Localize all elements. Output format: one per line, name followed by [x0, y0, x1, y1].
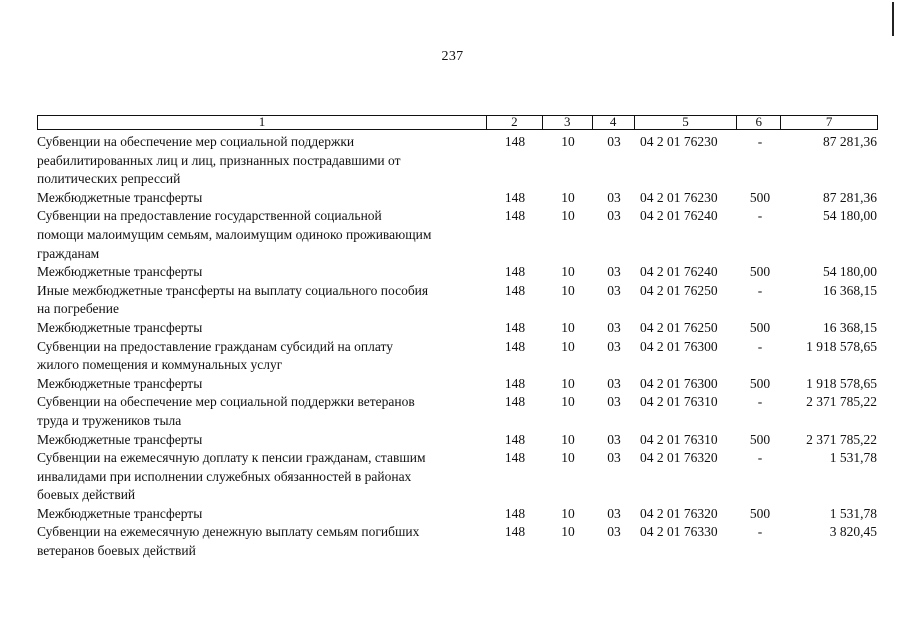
edge-mark: [892, 2, 894, 36]
row-admin-code: 148: [504, 208, 526, 224]
row-name-line: Межбюджетные трансферты: [37, 375, 203, 391]
table-row: [37, 375, 878, 394]
row-expense-type: -: [757, 524, 763, 540]
row-section: 10: [561, 319, 575, 335]
row-subsection: 03: [607, 394, 621, 410]
row-admin-code: 148: [504, 264, 526, 280]
row-expense-type: 500: [749, 375, 771, 391]
row-expense-type: 500: [749, 319, 771, 335]
row-target-code: 04 2 01 76330: [640, 524, 718, 540]
row-name-line: политических репрессий: [37, 171, 181, 187]
row-name-line: Субвенции на обеспечение мер социальной поддержки: [37, 134, 355, 149]
table-row: [37, 523, 878, 560]
row-admin-code: 148: [504, 450, 526, 466]
row-expense-type: 500: [749, 264, 771, 280]
row-section: 10: [561, 282, 575, 298]
row-subsection: 03: [607, 524, 621, 540]
row-subsection: 03: [607, 431, 621, 447]
table-row: [37, 282, 878, 319]
row-name-line: Субвенции на ежемесячную доплату к пенсии гражданам, ставшим: [37, 450, 426, 466]
row-admin-code: 148: [504, 505, 526, 521]
header-col-4: 4: [593, 116, 635, 129]
row-name-line: инвалидами при исполнении служебных обязанностей в районах: [37, 468, 412, 484]
row-target-code: 04 2 01 76300: [640, 338, 718, 354]
row-name: [37, 319, 487, 338]
row-amount: 1 918 578,65: [806, 338, 877, 354]
table-body: [37, 133, 878, 561]
row-expense-type: -: [757, 450, 763, 466]
row-expense-type: 500: [749, 431, 771, 447]
row-amount: 2 371 785,22: [806, 431, 877, 447]
row-name: [37, 449, 487, 505]
row-amount: 1 531,78: [829, 505, 877, 521]
row-section: 10: [561, 208, 575, 224]
table-row: [37, 393, 878, 430]
row-amount: 54 180,00: [823, 208, 877, 224]
row-name-line: Межбюджетные трансферты: [37, 431, 203, 447]
row-target-code: 04 2 01 76320: [640, 450, 718, 466]
table-row: [37, 449, 878, 505]
row-admin-code: 148: [504, 338, 526, 354]
row-name-line: боевых действий: [37, 487, 136, 503]
row-name-line: Субвенции на ежемесячную денежную выплату семьям погибших: [37, 524, 420, 540]
row-subsection: 03: [607, 134, 621, 149]
row-name: [37, 393, 487, 430]
row-name-line: Субвенции на обеспечение мер социальной поддержки ветеранов: [37, 394, 415, 410]
row-target-code: 04 2 01 76230: [640, 134, 718, 149]
row-amount: 3 820,45: [829, 524, 877, 540]
row-name: [37, 505, 487, 524]
header-col-1: 1: [38, 116, 487, 129]
row-admin-code: 148: [504, 524, 526, 540]
row-target-code: 04 2 01 76300: [640, 375, 718, 391]
row-subsection: 03: [607, 450, 621, 466]
row-amount: 87 281,36: [823, 189, 877, 205]
row-admin-code: 148: [504, 319, 526, 335]
row-subsection: 03: [607, 264, 621, 280]
row-name: [37, 207, 487, 263]
row-subsection: 03: [607, 319, 621, 335]
row-subsection: 03: [607, 189, 621, 205]
table-header: [37, 115, 878, 130]
row-name: [37, 282, 487, 319]
row-target-code: 04 2 01 76240: [640, 264, 718, 280]
row-admin-code: 148: [504, 375, 526, 391]
row-target-code: 04 2 01 76240: [640, 208, 718, 224]
row-section: 10: [561, 524, 575, 540]
row-amount: 1 531,78: [829, 450, 877, 466]
row-admin-code: 148: [504, 431, 526, 447]
table-row: [37, 133, 878, 189]
row-name: [37, 133, 487, 189]
row-section: 10: [561, 450, 575, 466]
row-expense-type: 500: [749, 189, 771, 205]
row-name-line: жилого помещения и коммунальных услуг: [37, 357, 283, 373]
row-section: 10: [561, 394, 575, 410]
row-admin-code: 148: [504, 394, 526, 410]
row-target-code: 04 2 01 76230: [640, 189, 718, 205]
row-name-line: помощи малоимущим семьям, малоимущим одиноко проживающим: [37, 226, 432, 242]
header-col-6: 6: [737, 116, 781, 129]
row-section: 10: [561, 189, 575, 205]
row-name-line: Межбюджетные трансферты: [37, 189, 203, 205]
row-name-line: гражданам: [37, 245, 100, 261]
row-name: [37, 338, 487, 375]
row-name: [37, 189, 487, 208]
row-admin-code: 148: [504, 189, 526, 205]
table-row: [37, 207, 878, 263]
row-name: [37, 263, 487, 282]
row-amount: 87 281,36: [823, 134, 877, 149]
header-col-3: 3: [543, 116, 593, 129]
row-name-line: реабилитированных лиц и лиц, признанных пострадавшими от: [37, 152, 401, 168]
table-row: [37, 189, 878, 208]
row-subsection: 03: [607, 375, 621, 391]
table-row: [37, 319, 878, 338]
row-name: [37, 431, 487, 450]
row-section: 10: [561, 375, 575, 391]
row-admin-code: 148: [504, 134, 526, 149]
row-expense-type: -: [757, 134, 763, 149]
row-section: 10: [561, 431, 575, 447]
row-expense-type: 500: [749, 505, 771, 521]
row-amount: 2 371 785,22: [806, 394, 877, 410]
row-section: 10: [561, 264, 575, 280]
row-expense-type: -: [757, 394, 763, 410]
row-name-line: ветеранов боевых действий: [37, 543, 196, 559]
row-name-line: Межбюджетные трансферты: [37, 264, 203, 280]
table-row: [37, 505, 878, 524]
row-target-code: 04 2 01 76250: [640, 282, 718, 298]
row-amount: 16 368,15: [823, 282, 877, 298]
row-subsection: 03: [607, 338, 621, 354]
row-section: 10: [561, 338, 575, 354]
row-expense-type: -: [757, 208, 763, 224]
row-target-code: 04 2 01 76310: [640, 394, 718, 410]
row-expense-type: -: [757, 282, 763, 298]
row-name: [37, 375, 487, 394]
row-amount: 1 918 578,65: [806, 375, 877, 391]
row-name-line: Межбюджетные трансферты: [37, 319, 203, 335]
page-number: 237: [441, 49, 464, 64]
row-name-line: Субвенции на предоставление государственной социальной: [37, 208, 382, 224]
row-name-line: Иные межбюджетные трансферты на выплату социального пособия: [37, 282, 429, 298]
row-admin-code: 148: [504, 282, 526, 298]
row-subsection: 03: [607, 505, 621, 521]
row-section: 10: [561, 134, 575, 149]
row-name-line: труда и тружеников тыла: [37, 412, 182, 428]
header-col-2: 2: [487, 116, 543, 129]
header-col-5: 5: [635, 116, 738, 129]
row-name-line: на погребение: [37, 301, 119, 317]
row-section: 10: [561, 505, 575, 521]
row-subsection: 03: [607, 208, 621, 224]
table-row: [37, 263, 878, 282]
table-row: [37, 431, 878, 450]
row-target-code: 04 2 01 76250: [640, 319, 718, 335]
header-col-7: 7: [825, 114, 833, 129]
row-name-line: Субвенции на предоставление гражданам субсидий на оплату: [37, 338, 393, 354]
row-expense-type: -: [757, 338, 763, 354]
row-target-code: 04 2 01 76320: [640, 505, 718, 521]
row-amount: 54 180,00: [823, 264, 877, 280]
row-name-line: Межбюджетные трансферты: [37, 505, 203, 521]
row-target-code: 04 2 01 76310: [640, 431, 718, 447]
row-amount: 16 368,15: [823, 319, 877, 335]
row-name: [37, 523, 487, 560]
row-subsection: 03: [607, 282, 621, 298]
table-row: [37, 338, 878, 375]
